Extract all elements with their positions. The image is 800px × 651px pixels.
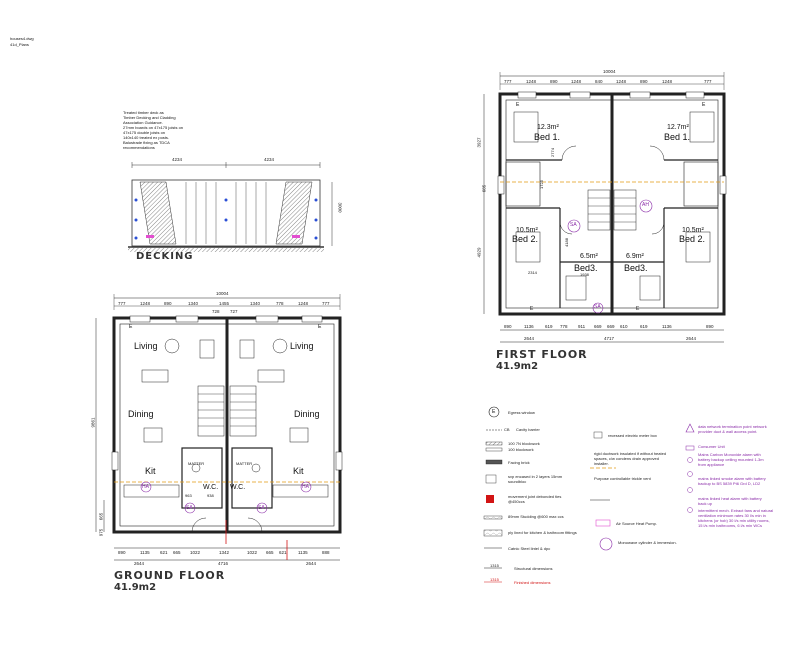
ff-ah: AH bbox=[642, 202, 649, 208]
gf-top-dim: 777 bbox=[322, 301, 330, 306]
legend-heat-pump: Air Source Heat Pump. bbox=[616, 521, 657, 526]
first-floor-plan bbox=[484, 72, 726, 342]
gf-top-dim: 1248 bbox=[298, 301, 309, 306]
ff-egress-icon: E bbox=[530, 306, 534, 312]
legend-finished-val: 1315 bbox=[490, 577, 499, 582]
ff-inner-dim: 1725 bbox=[538, 180, 544, 189]
legend-meter: recessed electric meter box bbox=[608, 433, 657, 438]
decking-dim-left: 4234 bbox=[172, 157, 183, 162]
ff-bottom-dim: 890 bbox=[706, 324, 714, 329]
gf-bottom-dim: 1342 bbox=[219, 550, 230, 555]
ff-bottom-dim: 911 bbox=[578, 324, 586, 329]
gf-small-label: 938 bbox=[207, 493, 214, 498]
legend-steel: Catnic Steel lintel & dpc bbox=[508, 546, 551, 551]
ff-top-dim: 890 bbox=[640, 79, 648, 84]
gf-top-dim: 1455 bbox=[219, 301, 230, 306]
ff-bed1-left: Bed 1. bbox=[534, 132, 561, 142]
legend-block-7n: 100 7N blockwork bbox=[508, 441, 540, 446]
gf-kit-left: Kit bbox=[145, 466, 156, 476]
ff-bed2-left-area: 10.5m² bbox=[516, 227, 538, 234]
ff-bed2-right: Bed 2. bbox=[679, 234, 706, 244]
legend-cavity: Cavity barrier bbox=[516, 427, 540, 432]
ff-top-dim: 777 bbox=[504, 79, 512, 84]
ff-side-dim: 685 bbox=[481, 184, 487, 193]
gf-egress-icon: E bbox=[318, 324, 322, 330]
ff-bottom-dim: 619 bbox=[640, 324, 648, 329]
ff-overall-dim: 10004 bbox=[603, 69, 616, 74]
gf-bottom-total: 2644 bbox=[134, 561, 145, 566]
gf-bottom-dim: 621 bbox=[279, 550, 287, 555]
gf-bottom-dim: 665 bbox=[266, 550, 274, 555]
decking-dim-right: 4234 bbox=[264, 157, 275, 162]
gf-side-dim: 9861 bbox=[90, 417, 96, 428]
ff-bed2-left: Bed 2. bbox=[512, 234, 539, 244]
ff-top-dim: 1248 bbox=[616, 79, 627, 84]
gf-top-dim: 1340 bbox=[250, 301, 261, 306]
ff-bottom-dim: 669 bbox=[594, 324, 602, 329]
legend-svp: svp encased in 2 layers 15mm soundbloc bbox=[508, 474, 563, 484]
gf-bottom-dim: 888 bbox=[322, 550, 330, 555]
legend-co-alarm: Mains Carbon Monoxide alarm with battery backup ceiling mounted 1-3m from appliance bbox=[698, 452, 764, 467]
ff-inner-dim: 1938 bbox=[580, 272, 589, 277]
ff-side-dim: 3927 bbox=[476, 137, 482, 148]
ff-bottom-dim: 669 bbox=[607, 324, 615, 329]
file-name: houses4.dwg bbox=[10, 36, 34, 41]
gf-top-dim: 1340 bbox=[188, 301, 199, 306]
gf-bottom-total: 2644 bbox=[306, 561, 317, 566]
ff-top-dim: 777 bbox=[704, 79, 712, 84]
ff-title: FIRST FLOOR bbox=[496, 348, 588, 361]
ff-inner-dim: 4188 bbox=[563, 238, 569, 247]
gf-living-left: Living bbox=[134, 341, 158, 351]
legend-studding: 89mm Studding @600 max ccs bbox=[508, 514, 564, 519]
ff-bottom-dim: 619 bbox=[545, 324, 553, 329]
gf-area: 41.9m2 bbox=[114, 582, 157, 593]
legend-smoke: mains linked smoke alarm with battery backup to BS 5839 Pt6 Grd D, LD2 bbox=[698, 476, 766, 486]
ff-bottom-total: 2644 bbox=[686, 336, 697, 341]
ff-bed3-right-area: 6.9m² bbox=[626, 253, 644, 260]
ff-top-dim: 890 bbox=[550, 79, 558, 84]
legend-duct: rigid ductwork insulated if without heated spaces, c/w condens drain approved installer. bbox=[594, 451, 667, 466]
gf-title: GROUND FLOOR bbox=[114, 569, 226, 582]
ff-area: 41.9m2 bbox=[496, 361, 539, 372]
ff-bed1-right-area: 12.7m² bbox=[667, 124, 689, 131]
gf-top-dim: 1248 bbox=[140, 301, 151, 306]
ff-bottom-dim: 610 bbox=[620, 324, 628, 329]
ff-inner-dim: 2314 bbox=[528, 270, 537, 275]
gf-dining-left: Dining bbox=[128, 409, 154, 419]
legend-structural-val: 1315 bbox=[490, 563, 499, 568]
legend-finished: Finished dimensions bbox=[514, 580, 551, 585]
gf-overall-dim: 10004 bbox=[216, 291, 229, 296]
gf-small-label: MATTER bbox=[236, 461, 253, 466]
ff-bottom-total: 4717 bbox=[604, 336, 615, 341]
ff-bottom-dim: 1136 bbox=[662, 324, 672, 329]
ff-bed1-left-area: 12.3m² bbox=[537, 124, 559, 131]
gf-side-small: 665 bbox=[98, 512, 104, 521]
ff-top-dim: 1248 bbox=[571, 79, 582, 84]
ff-bed3-left-area: 6.5m² bbox=[580, 253, 598, 260]
ff-egress-icon: E bbox=[702, 102, 706, 108]
decking-title: DECKING bbox=[136, 251, 194, 262]
gf-top-dim: 777 bbox=[118, 301, 126, 306]
legend-cb: CB bbox=[504, 427, 510, 432]
gf-ha-left: HA bbox=[142, 484, 149, 490]
layout-name: 41d_Plans bbox=[10, 42, 29, 47]
gf-bottom-dim: 665 bbox=[173, 550, 181, 555]
ff-egress-icon: E bbox=[636, 306, 640, 312]
legend-egress: Egress window bbox=[508, 410, 535, 415]
legend-movement: movement joint debonded ties @450ccs bbox=[508, 494, 562, 504]
gf-small-label: MATTER bbox=[188, 461, 205, 466]
legend-cylinder: Monowave cylinder & immersion. bbox=[618, 540, 677, 545]
legend-structural: Structural dimensions bbox=[514, 566, 553, 571]
legend-block: 100 blockwork bbox=[508, 447, 534, 452]
gf-bottom-dim: 890 bbox=[118, 550, 126, 555]
ff-bottom-dim: 890 bbox=[504, 324, 512, 329]
ff-bed3-left: Bed3. bbox=[574, 263, 598, 273]
gf-sub-dim: 727 bbox=[230, 309, 238, 314]
ff-bottom-total: 2644 bbox=[524, 336, 535, 341]
ff-bed1-right: Bed 1. bbox=[664, 132, 691, 142]
ff-bottom-dim: 778 bbox=[560, 324, 568, 329]
gf-top-dim: 890 bbox=[164, 301, 172, 306]
legend-ply: ply lined for kitchen & bathroom fittings bbox=[508, 530, 577, 535]
legend-trickle: Purpose controllable trickle vent bbox=[594, 476, 651, 481]
gf-sa-right: SA bbox=[258, 505, 265, 511]
gf-wc-left: W.C. bbox=[203, 484, 219, 491]
ff-top-dim: 840 bbox=[595, 79, 603, 84]
gf-bottom-dim: 1022 bbox=[190, 550, 201, 555]
ff-bed3-right: Bed3. bbox=[624, 263, 648, 273]
gf-bottom-dim: 1135 bbox=[298, 550, 308, 555]
gf-kit-right: Kit bbox=[293, 466, 304, 476]
legend-heat: mains linked heat alarm with battery back up bbox=[698, 496, 762, 506]
ground-floor-plan bbox=[96, 294, 342, 560]
gf-side-small: 975 bbox=[98, 528, 104, 537]
legend-egress-icon: E bbox=[492, 409, 496, 415]
decking-note: Treated timber deck as Timber Decking and Cladding Association Guidance. 27mm boards on 47x175 joists on 47x175 double joists on 140x140 treated ex posts. Balustrade fixing as TDCA recommendations bbox=[123, 110, 184, 150]
ff-egress-icon: E bbox=[516, 102, 520, 108]
legend-facing: Facing brick bbox=[508, 460, 530, 465]
gf-egress-icon: E bbox=[129, 324, 133, 330]
gf-bottom-dim: 621 bbox=[160, 550, 168, 555]
ff-inner-dim: 2774 bbox=[549, 148, 555, 157]
ff-bed2-right-area: 10.5m² bbox=[682, 227, 704, 234]
ff-top-dim: 1248 bbox=[662, 79, 673, 84]
gf-sub-dim: 728 bbox=[212, 309, 220, 314]
gf-top-dim: 778 bbox=[276, 301, 284, 306]
legend-co: Consumer Unit bbox=[698, 444, 725, 449]
ff-side-dim: 4929 bbox=[476, 247, 482, 258]
legend-extract: intermittent mech. Extract fans and natural ventilation minimum rates 30 l/s min in kitchens (or hob) 30 l/s min utility rooms, 15 l/s min bathrooms, 6 l/s min WCs bbox=[698, 508, 774, 528]
gf-wc-right: W.C. bbox=[230, 484, 246, 491]
decking-elevation bbox=[128, 162, 332, 252]
gf-dining-right: Dining bbox=[294, 409, 320, 419]
decking-dim-depth: 3000 bbox=[337, 202, 343, 213]
ff-bottom-dim: 1136 bbox=[524, 324, 534, 329]
legend-data: data network termination point network provider duct & wall access point. bbox=[698, 424, 767, 434]
gf-small-label: 963 bbox=[185, 493, 192, 498]
ff-sa-left: SA bbox=[570, 222, 577, 228]
ff-sa-right: SA bbox=[594, 304, 601, 310]
gf-bottom-dim: 1135 bbox=[140, 550, 150, 555]
gf-ha-right: HA bbox=[302, 484, 309, 490]
gf-bottom-total: 4716 bbox=[218, 561, 229, 566]
gf-sa-left: SA bbox=[186, 505, 193, 511]
gf-bottom-dim: 1022 bbox=[247, 550, 258, 555]
ff-top-dim: 1248 bbox=[526, 79, 537, 84]
gf-living-right: Living bbox=[290, 341, 314, 351]
